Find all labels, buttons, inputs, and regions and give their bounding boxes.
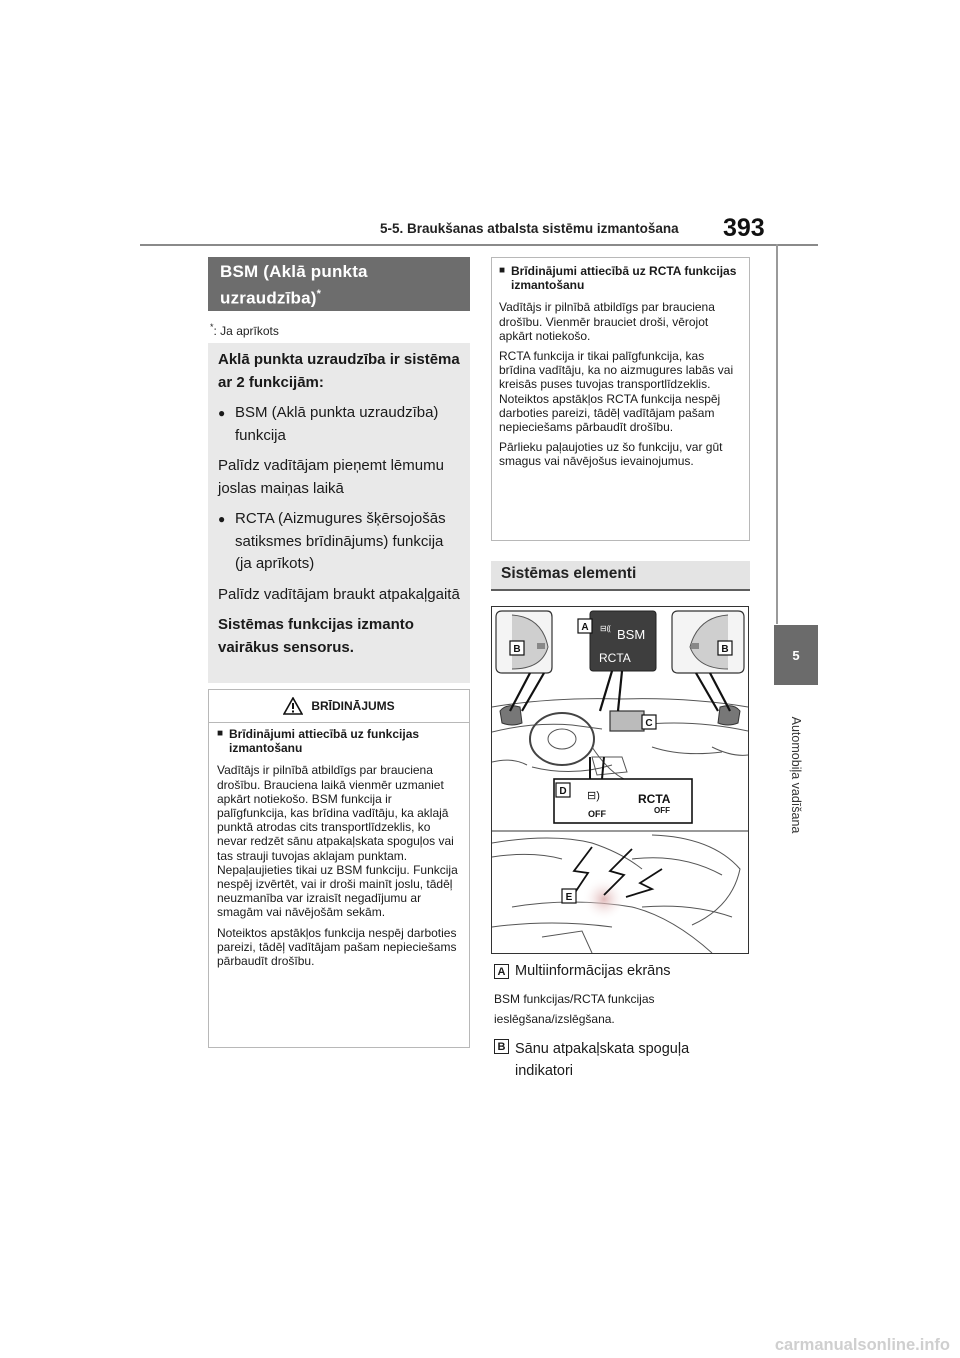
system-diagram-illustration xyxy=(492,607,748,953)
callout-d: D xyxy=(559,786,567,797)
warning-triangle-icon xyxy=(283,697,303,715)
multi-info-display-illustration xyxy=(590,611,656,671)
info-bullet-bsm-text: BSM (Aklā punkta uzraudzība) funkcija xyxy=(235,404,439,444)
callout-b-right: B xyxy=(721,644,729,655)
callout-c: C xyxy=(645,718,653,729)
display-rcta-label: RCTA xyxy=(599,651,631,665)
footnote-marker: * xyxy=(210,322,214,332)
info-bullet-rcta xyxy=(218,508,460,576)
rcta-subhead xyxy=(499,264,742,292)
chapter-label xyxy=(768,690,824,860)
warning-title: BRĪDINĀJUMS xyxy=(311,699,395,713)
footnote-text: : Ja aprīkots xyxy=(213,324,279,338)
footnote xyxy=(210,322,279,338)
chapter-label-text: Automobiļa vadīšana xyxy=(789,716,803,834)
bsm-heading-marker: * xyxy=(316,288,322,300)
svg-text:⊟⸨: ⊟⸨ xyxy=(600,624,611,633)
callout-a: A xyxy=(581,622,589,633)
rcta-warning-box xyxy=(491,257,750,541)
bullet-dot-icon: ● xyxy=(218,406,226,420)
legend-letter-b: B xyxy=(494,1039,509,1054)
square-bullet-icon: ■ xyxy=(499,265,506,276)
legend-letter-a: A xyxy=(494,964,509,979)
switch-off-left: OFF xyxy=(588,809,606,819)
info-bullet-bsm xyxy=(218,402,460,447)
info-bullet-rcta-text: RCTA (Aizmugures šķērsojošās satiksmes brīdinājums) funkcija (ja aprīkots) xyxy=(235,510,446,572)
rcta-para-3: Pārlieku paļaujoties uz šo funkciju, var gūt smagus vai nāvējošus ievainojumus. xyxy=(499,440,723,469)
legend-desc-a: BSM funkcijas/RCTA funkcijas ieslēgšana/izslēgšana. xyxy=(494,992,655,1026)
bsm-heading-text: BSM (Aklā punkta uzraudzība) xyxy=(220,262,368,308)
info-bullet-rcta-desc: Palīdz vadītājam braukt atpakaļgaitā xyxy=(218,585,460,603)
bsm-heading xyxy=(208,257,470,311)
chapter-tab: 5 xyxy=(774,625,818,685)
legend-label-a: Multiinformācijas ekrāns xyxy=(515,963,671,979)
rcta-para-2: RCTA funkcija ir tikai palīgfunkcija, kas brīdina vadītāju, ka no aizmugures labās vai kreisās puses tuvojas transportlīdzeklis. Noteiktos apstākļos RCTA funkcija nespēj darboties pareizi, tādēļ vadītājam pašam nepieciešams pārbaudīt drošību. xyxy=(499,349,734,435)
side-divider xyxy=(776,244,778,624)
switch-panel-illustration xyxy=(554,757,692,823)
switch-rcta-label: RCTA xyxy=(638,792,671,806)
legend-label-b: Sānu atpakaļskata spoguļa indikatori xyxy=(515,1041,690,1079)
system-elements-heading: Sistēmas elementi xyxy=(491,561,750,591)
header-divider xyxy=(140,244,818,246)
warning-box xyxy=(208,689,470,1048)
rcta-subhead-text: Brīdinājumi attiecībā uz RCTA funkcijas izmantošanu xyxy=(511,264,737,293)
watermark: carmanualsonline.info xyxy=(774,1336,950,1354)
page-number: 393 xyxy=(723,214,765,242)
center-display xyxy=(610,711,644,731)
switch-off-right: OFF xyxy=(654,806,670,815)
system-diagram xyxy=(491,606,749,954)
warning-para-2: Noteiktos apstākļos funkcija nespēj darboties pareizi, tādēļ vadītājam pašam nepieciešams pārbaudīt drošību. xyxy=(217,925,457,969)
info-intro: Aklā punkta uzraudzība ir sistēma ar 2 funkcijām: xyxy=(218,351,460,391)
warning-para-1: Vadītājs ir pilnībā atbildīgs par brauciena drošību. Brauciena laikā vienmēr uzmaniet apkārt notiekošo. BSM funkcija ir palīgfunkcija, kas brīdina vadītāju, ka aklajā punktā atrodas cits transportlīdzeklis, ko nevar redzēt sānu atpakaļskata spoguļos vai tas strauji tuvojas aklajam punktam. Nepaļaujieties tikai uz BSM funkciju. Funkcija nespēj izvērtēt, vai ir droši mainīt joslu, tādēļ neuzmanība var izraisīt negadījumu ar smagām vai nāvējošām sekām. xyxy=(217,763,458,920)
callout-e: E xyxy=(565,892,573,903)
square-bullet-icon: ■ xyxy=(217,728,224,739)
callout-b-left: B xyxy=(513,644,521,655)
info-closing: Sistēmas funkcijas izmanto vairākus sensorus. xyxy=(218,616,414,656)
right-mirror-illustration xyxy=(672,611,744,673)
warning-subhead xyxy=(217,727,461,755)
warning-body xyxy=(209,723,469,968)
rcta-para-1: Vadītājs ir pilnībā atbildīgs par brauciena drošību. Vienmēr brauciet droši, vērojot apkārt notiekošo. xyxy=(499,300,715,343)
bullet-dot-icon: ● xyxy=(218,512,226,526)
display-bsm-label: BSM xyxy=(617,627,646,642)
warning-header xyxy=(209,690,469,723)
warning-subhead-text: Brīdinājumi attiecībā uz funkcijas izmantošanu xyxy=(229,727,420,756)
info-box xyxy=(208,343,470,683)
svg-text:⊟): ⊟) xyxy=(587,790,600,802)
info-bullet-bsm-desc: Palīdz vadītājam pieņemt lēmumu joslas maiņas laikā xyxy=(218,457,444,497)
section-title: 5-5. Braukšanas atbalsta sistēmu izmantošana xyxy=(380,221,679,236)
